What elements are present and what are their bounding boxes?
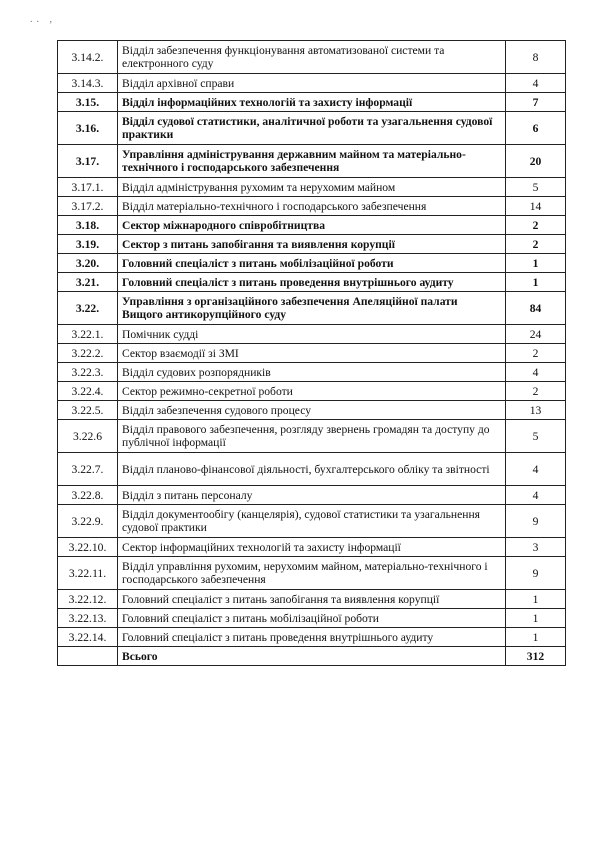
staff-count: 14 — [506, 197, 566, 216]
row-number: 3.22.13. — [58, 609, 118, 628]
row-number: 3.22.7. — [58, 453, 118, 486]
table-row — [58, 178, 566, 197]
table-row — [58, 93, 566, 112]
row-number: 3.17. — [58, 145, 118, 178]
staff-count: 7 — [506, 93, 566, 112]
table-row — [58, 453, 566, 486]
row-number: 3.22.6 — [58, 420, 118, 453]
unit-name: Головний спеціаліст з питань проведення внутрішнього аудиту — [118, 273, 506, 292]
row-number: 3.22.5. — [58, 401, 118, 420]
staff-count: 2 — [506, 344, 566, 363]
total-label: Всього — [118, 647, 506, 666]
row-number: 3.14.3. — [58, 74, 118, 93]
row-number: 3.22.9. — [58, 505, 118, 538]
staff-count: 1 — [506, 628, 566, 647]
row-number: 3.19. — [58, 235, 118, 254]
staff-count: 4 — [506, 453, 566, 486]
unit-name: Відділ планово-фінансової діяльності, бухгалтерського обліку та звітності — [118, 453, 506, 486]
staff-count: 4 — [506, 74, 566, 93]
unit-name: Головний спеціаліст з питань запобігання та виявлення корупції — [118, 590, 506, 609]
table-row — [58, 41, 566, 74]
unit-name: Головний спеціаліст з питань мобілізаційної роботи — [118, 609, 506, 628]
unit-name: Відділ забезпечення функціонування автоматизованої системи та електронного суду — [118, 41, 506, 74]
staff-count: 1 — [506, 273, 566, 292]
total-count: 312 — [506, 647, 566, 666]
table-row — [58, 197, 566, 216]
unit-name: Головний спеціаліст з питань проведення внутрішнього аудиту — [118, 628, 506, 647]
table-row — [58, 74, 566, 93]
row-number: 3.17.2. — [58, 197, 118, 216]
table-row — [58, 325, 566, 344]
table-row — [58, 401, 566, 420]
row-number: 3.21. — [58, 273, 118, 292]
unit-name: Відділ адміністрування рухомим та нерухомим майном — [118, 178, 506, 197]
row-number: 3.17.1. — [58, 178, 118, 197]
staffing-table-body — [58, 41, 566, 666]
row-number: 3.22.12. — [58, 590, 118, 609]
total-row — [58, 647, 566, 666]
table-row — [58, 505, 566, 538]
unit-name: Сектор з питань запобігання та виявлення корупції — [118, 235, 506, 254]
staff-count: 1 — [506, 590, 566, 609]
unit-name: Відділ архівної справи — [118, 74, 506, 93]
staff-count: 20 — [506, 145, 566, 178]
staff-count: 2 — [506, 235, 566, 254]
row-number: 3.22. — [58, 292, 118, 325]
table-row — [58, 254, 566, 273]
unit-name: Відділ забезпечення судового процесу — [118, 401, 506, 420]
unit-name: Помічник судді — [118, 325, 506, 344]
staff-count: 8 — [506, 41, 566, 74]
staff-count: 9 — [506, 505, 566, 538]
table-row — [58, 344, 566, 363]
unit-name: Відділ документообігу (канцелярія), судової статистики та узагальнення судової практики — [118, 505, 506, 538]
unit-name: Відділ з питань персоналу — [118, 486, 506, 505]
staff-count: 1 — [506, 609, 566, 628]
table-row — [58, 216, 566, 235]
staff-count: 2 — [506, 216, 566, 235]
table-row — [58, 420, 566, 453]
unit-name: Сектор взаємодії зі ЗМІ — [118, 344, 506, 363]
row-number: 3.22.11. — [58, 557, 118, 590]
scan-mark: .. , — [30, 14, 56, 25]
unit-name: Сектор інформаційних технологій та захисту інформації — [118, 538, 506, 557]
table-row — [58, 363, 566, 382]
staffing-table — [57, 40, 566, 666]
row-number: 3.20. — [58, 254, 118, 273]
staff-count: 9 — [506, 557, 566, 590]
table-row — [58, 557, 566, 590]
row-number: 3.22.8. — [58, 486, 118, 505]
unit-name: Відділ судової статистики, аналітичної роботи та узагальнення судової практики — [118, 112, 506, 145]
table-row — [58, 609, 566, 628]
row-number: 3.22.10. — [58, 538, 118, 557]
row-number: 3.22.3. — [58, 363, 118, 382]
staff-count: 6 — [506, 112, 566, 145]
unit-name: Відділ управління рухомим, нерухомим майном, матеріально-технічного і господарського забезпечення — [118, 557, 506, 590]
row-number: 3.22.4. — [58, 382, 118, 401]
total-number — [58, 647, 118, 666]
staff-count: 5 — [506, 178, 566, 197]
table-row — [58, 292, 566, 325]
table-row — [58, 235, 566, 254]
unit-name: Відділ матеріально-технічного і господарського забезпечення — [118, 197, 506, 216]
table-row — [58, 273, 566, 292]
table-row — [58, 382, 566, 401]
row-number: 3.22.1. — [58, 325, 118, 344]
table-row — [58, 145, 566, 178]
staff-count: 3 — [506, 538, 566, 557]
unit-name: Управління з організаційного забезпечення Апеляційної палати Вищого антикорупційного суду — [118, 292, 506, 325]
staff-count: 13 — [506, 401, 566, 420]
row-number: 3.22.14. — [58, 628, 118, 647]
row-number: 3.15. — [58, 93, 118, 112]
staff-count: 4 — [506, 363, 566, 382]
staff-count: 5 — [506, 420, 566, 453]
staff-count: 2 — [506, 382, 566, 401]
row-number: 3.18. — [58, 216, 118, 235]
row-number: 3.16. — [58, 112, 118, 145]
unit-name: Сектор міжнародного співробітництва — [118, 216, 506, 235]
unit-name: Відділ судових розпорядників — [118, 363, 506, 382]
table-row — [58, 538, 566, 557]
staff-count: 1 — [506, 254, 566, 273]
table-row — [58, 112, 566, 145]
unit-name: Головний спеціаліст з питань мобілізаційної роботи — [118, 254, 506, 273]
staff-count: 4 — [506, 486, 566, 505]
table-row — [58, 628, 566, 647]
unit-name: Відділ правового забезпечення, розгляду звернень громадян та доступу до публічної інформації — [118, 420, 506, 453]
table-row — [58, 486, 566, 505]
unit-name: Відділ інформаційних технологій та захисту інформації — [118, 93, 506, 112]
row-number: 3.22.2. — [58, 344, 118, 363]
table-row — [58, 590, 566, 609]
unit-name: Сектор режимно-секретної роботи — [118, 382, 506, 401]
staff-count: 24 — [506, 325, 566, 344]
unit-name: Управління адміністрування державним майном та матеріально-технічного і господарського забезпечення — [118, 145, 506, 178]
row-number: 3.14.2. — [58, 41, 118, 74]
staff-count: 84 — [506, 292, 566, 325]
